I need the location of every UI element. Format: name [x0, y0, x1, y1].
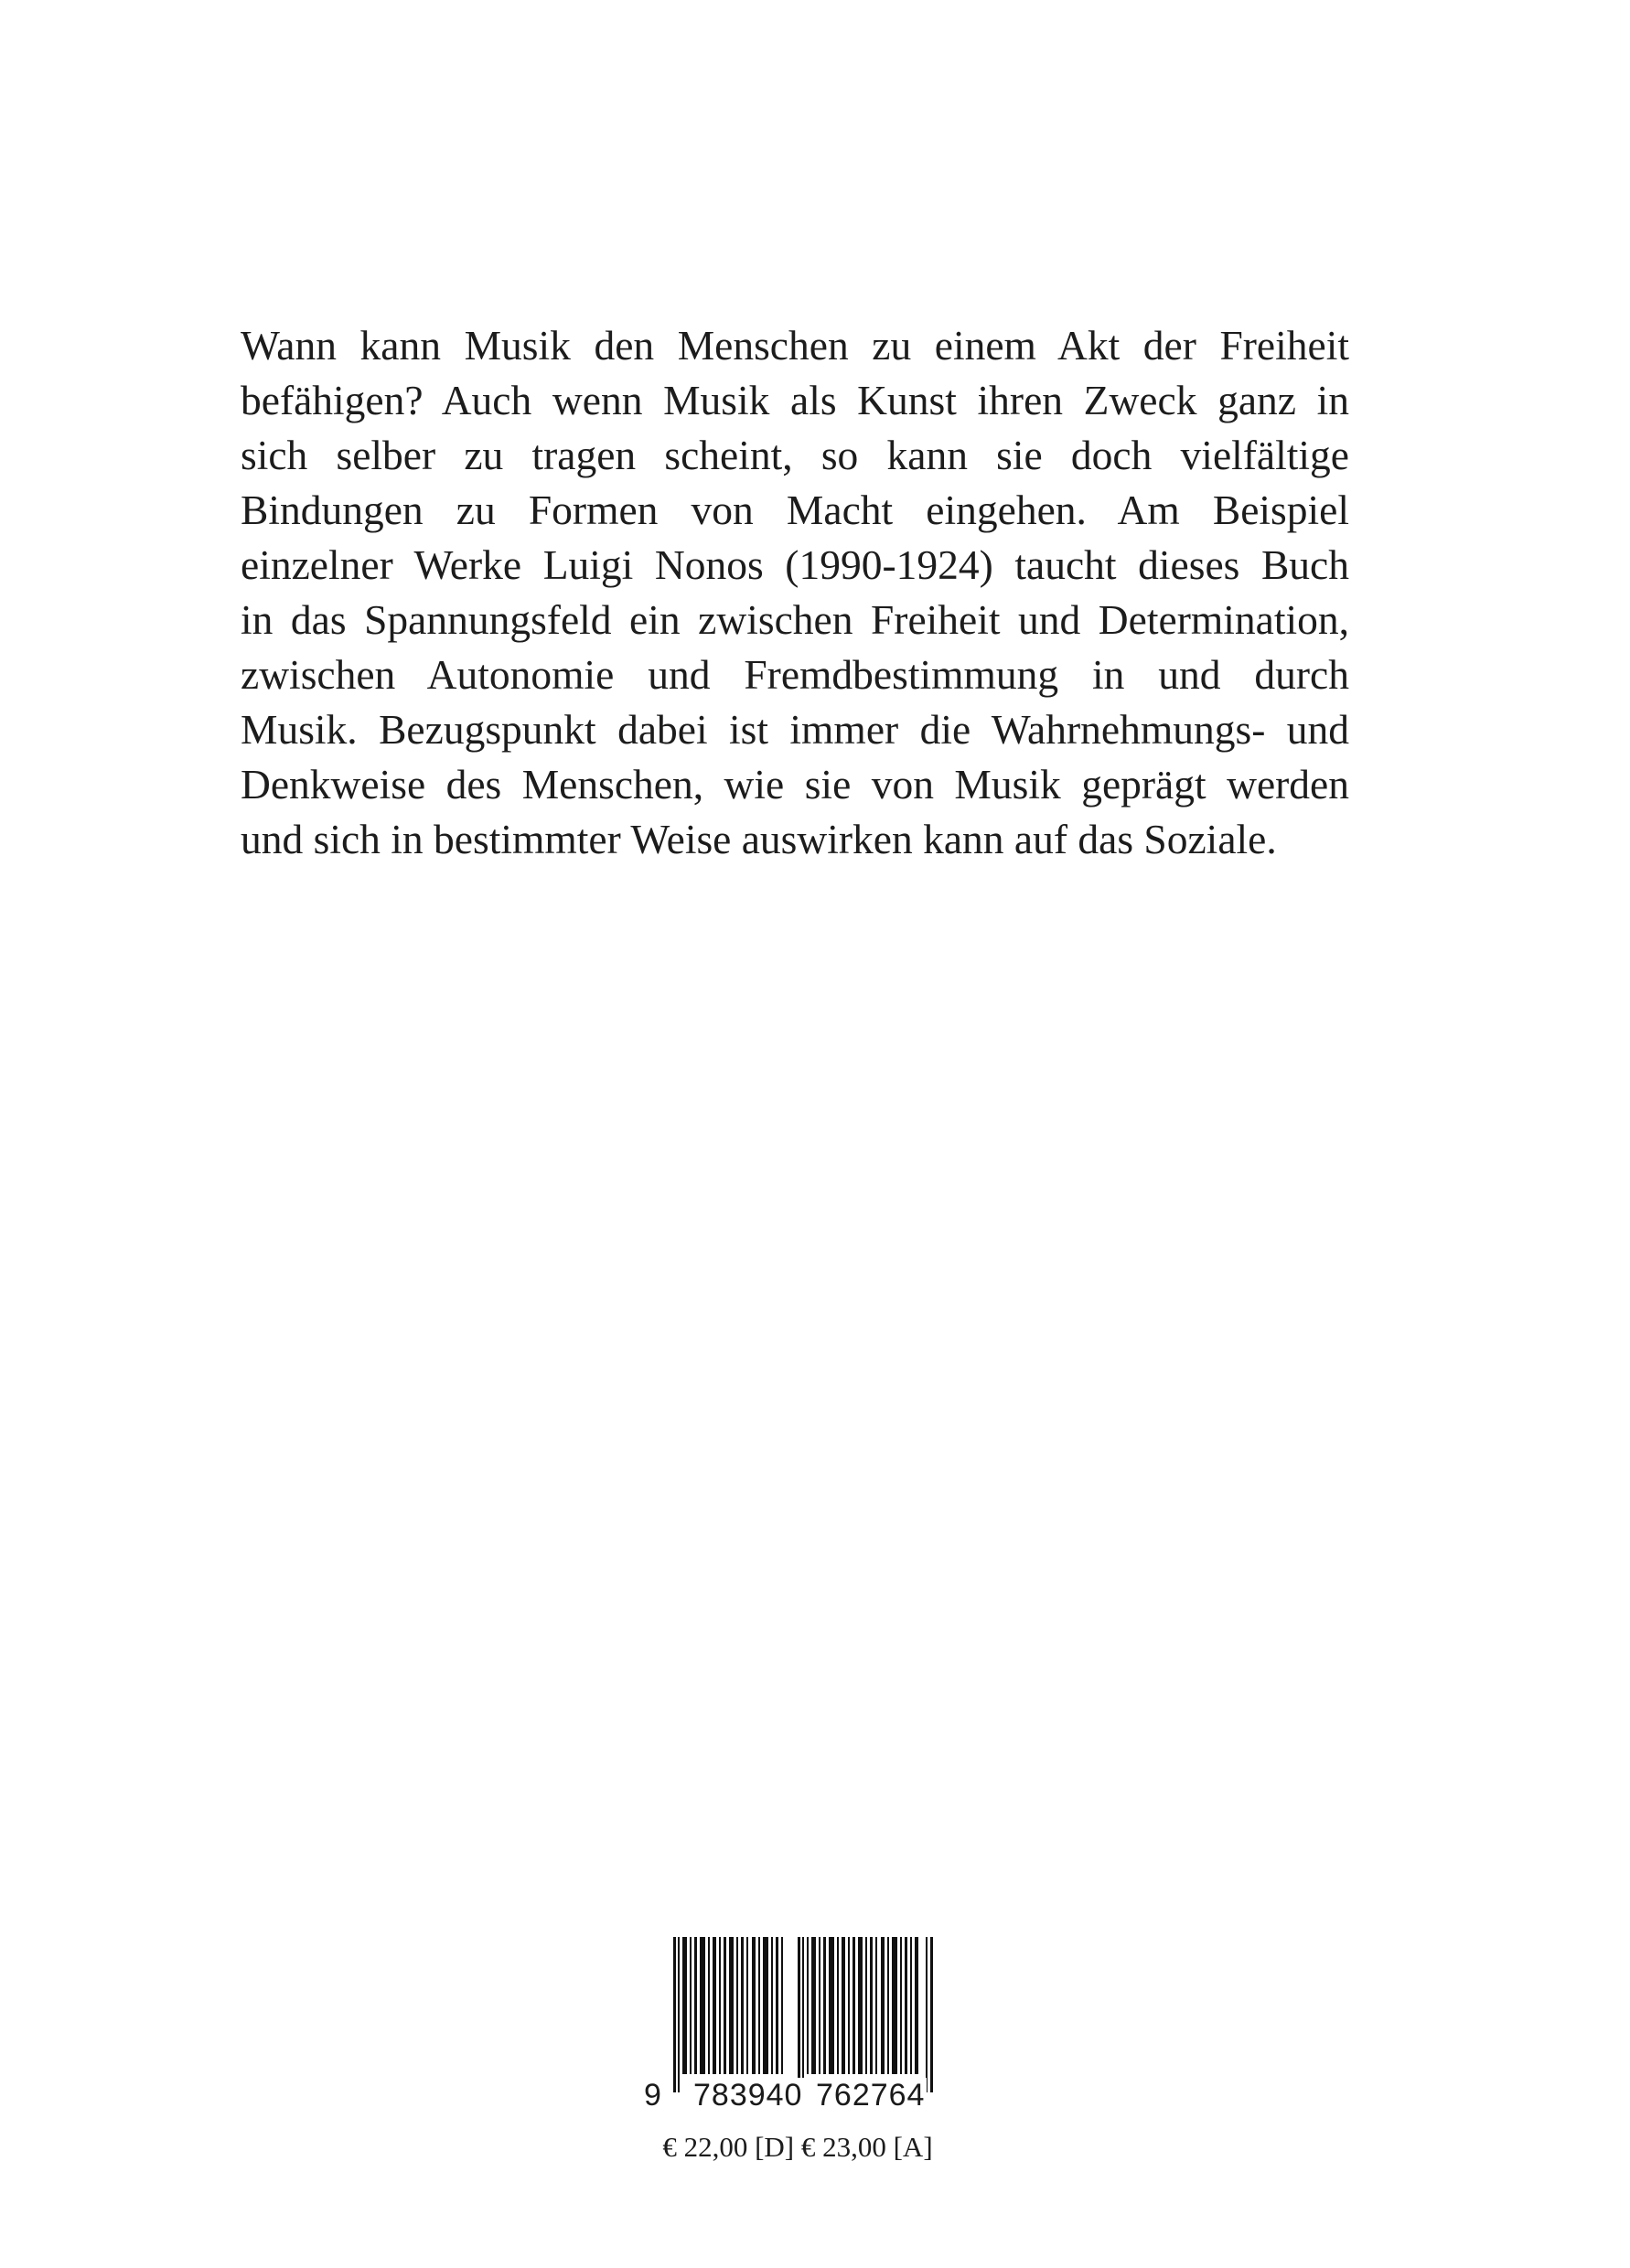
- barcode-bar: [892, 1937, 897, 2074]
- barcode-bar: [781, 1937, 783, 2074]
- barcode-bar: [700, 1937, 705, 2074]
- barcode-bar: [829, 1937, 834, 2074]
- barcode-bar: [673, 1937, 676, 2092]
- isbn-first-digit: 9: [644, 2078, 661, 2113]
- barcode-bar: [819, 1937, 820, 2074]
- barcode-bar: [865, 1937, 867, 2074]
- blurb-line: zwischen Autonomie und Fremdbestimmung in und durch: [241, 651, 1349, 698]
- barcode-bar: [807, 1937, 809, 2074]
- barcode-bar: [900, 1937, 902, 2074]
- barcode-bar: [752, 1937, 756, 2074]
- isbn-digits: [642, 2078, 937, 2114]
- isbn-left-group: 783940: [693, 2078, 803, 2113]
- barcode-bar: [713, 1937, 716, 2074]
- barcode-bar: [848, 1937, 850, 2074]
- barcode-bars: [673, 1937, 935, 2092]
- barcode-bar: [910, 1937, 912, 2074]
- barcode-bar: [719, 1937, 721, 2074]
- barcode-bar: [802, 1937, 804, 2092]
- blurb-line: und sich in bestimmter Weise auswirken kann auf das Soziale.: [241, 816, 1277, 862]
- barcode-bar: [858, 1937, 863, 2074]
- barcode-bar: [708, 1937, 710, 2074]
- blurb-line: sich selber zu tragen scheint, so kann sie doch vielfältige: [241, 432, 1349, 478]
- barcode-bar: [811, 1937, 816, 2074]
- barcode-bar: [746, 1937, 748, 2074]
- isbn-right-group: 762764: [816, 2078, 926, 2113]
- barcode-bar: [741, 1937, 744, 2074]
- barcode-bar: [771, 1937, 773, 2074]
- blurb-line: in das Spannungsfeld ein zwischen Freiheit und Determination,: [241, 596, 1349, 643]
- barcode-bar: [729, 1937, 734, 2074]
- barcode-bar: [887, 1937, 889, 2074]
- blurb-line: Denkweise des Menschen, wie sie von Musik geprägt werden: [241, 761, 1349, 808]
- blurb-line: Wann kann Musik den Menschen zu einem Akt der Freiheit: [241, 322, 1349, 369]
- barcode-bar: [853, 1937, 855, 2074]
- barcode-bar: [870, 1937, 873, 2074]
- blurb-line: Musik. Bezugspunkt dabei ist immer die Wahrnehmungs- und: [241, 706, 1349, 753]
- barcode-bar: [758, 1937, 760, 2074]
- barcode-bar: [682, 1937, 687, 2074]
- blurb-line: befähigen? Auch wenn Musik als Kunst ihren Zweck ganz in: [241, 377, 1349, 423]
- barcode-bar: [875, 1937, 877, 2074]
- barcode-bar: [763, 1937, 768, 2074]
- barcode-bar: [694, 1937, 697, 2074]
- barcode-bar: [690, 1937, 692, 2074]
- price-label: € 22,00 [D] € 23,00 [A]: [662, 2131, 933, 2163]
- barcode-bar: [881, 1937, 885, 2074]
- barcode-bar: [678, 1937, 680, 2092]
- blurb-line: einzelner Werke Luigi Nonos (1990-1924) taucht dieses Buch: [241, 541, 1349, 588]
- barcode-bar: [823, 1937, 826, 2074]
- barcode-bar: [837, 1937, 839, 2074]
- barcode-bar: [798, 1937, 800, 2092]
- blurb-text: [241, 318, 1349, 867]
- blurb-line: Bindungen zu Formen von Macht eingehen. Am Beispiel: [241, 487, 1349, 533]
- barcode-bar: [926, 1937, 928, 2092]
- barcode-bar: [930, 1937, 933, 2092]
- barcode-bar: [724, 1937, 726, 2074]
- barcode-bar: [736, 1937, 738, 2074]
- barcode-bar: [915, 1937, 918, 2074]
- barcode-bar: [776, 1937, 778, 2074]
- barcode-bar: [905, 1937, 907, 2074]
- barcode-bar: [842, 1937, 845, 2074]
